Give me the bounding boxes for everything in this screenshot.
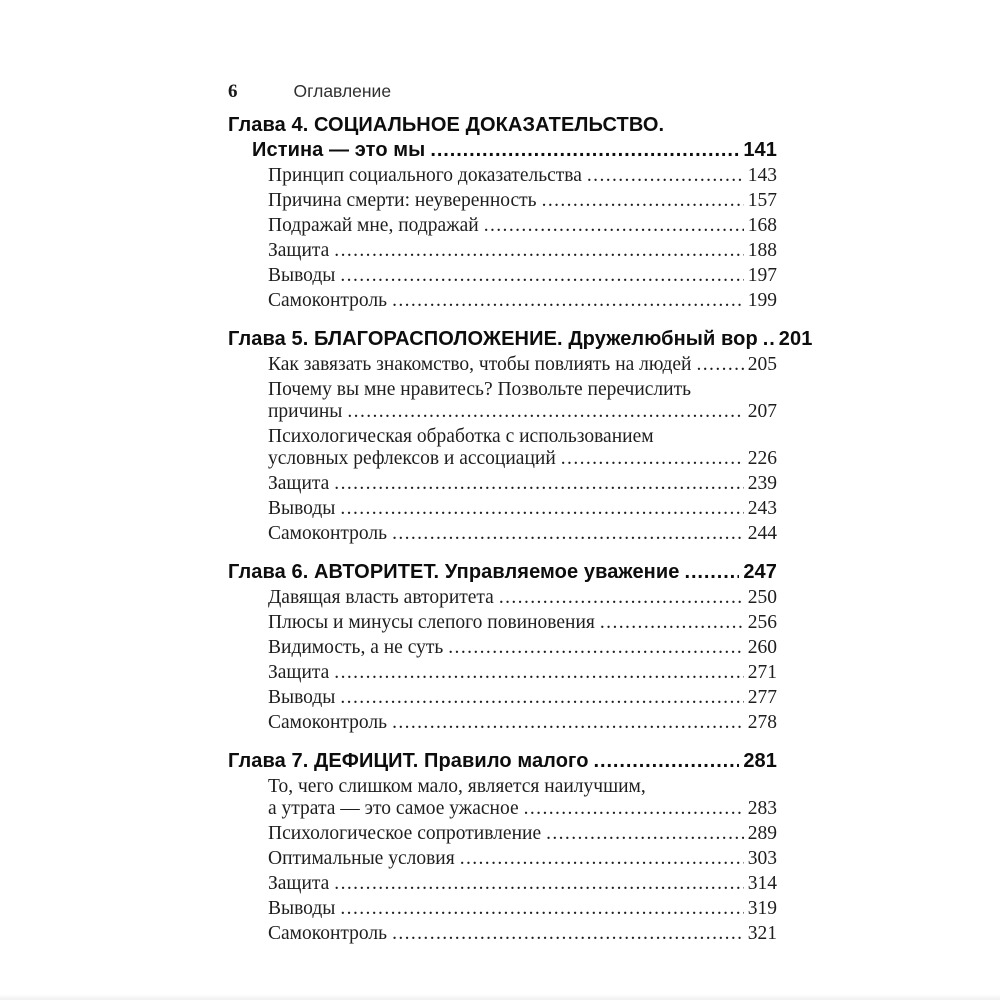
dot-leader (340, 263, 743, 288)
dot-leader (697, 352, 744, 377)
toc-entry-page-number: 168 (747, 215, 777, 236)
dot-leader (460, 846, 744, 871)
dot-leader (524, 796, 744, 821)
toc-entry-title: а утрата — это самое ужасное (268, 798, 519, 819)
toc-entry-title: Глава 4. СОЦИАЛЬНОЕ ДОКАЗАТЕЛЬСТВО. (228, 114, 665, 136)
toc-entry-title: Самоконтроль (268, 523, 388, 544)
toc-item-entry-line[interactable] (228, 263, 777, 288)
toc-chapter-entry-line[interactable] (228, 327, 813, 352)
toc-item-entry-line[interactable] (228, 585, 777, 610)
toc-item-entry-line[interactable] (228, 471, 777, 496)
dot-leader (392, 288, 744, 313)
table-of-contents (228, 113, 813, 946)
toc-entry-page-number: 199 (747, 290, 777, 311)
dot-leader (340, 685, 743, 710)
toc-entry-page-number: 141 (743, 139, 777, 161)
toc-entry-title: Самоконтроль (268, 712, 388, 733)
toc-entry-page-number: 244 (747, 523, 777, 544)
dot-leader (448, 635, 743, 660)
dot-leader (561, 446, 744, 471)
dot-leader (499, 585, 744, 610)
toc-entry-page-number: 319 (747, 898, 777, 919)
toc-entry-page-number: 143 (747, 165, 777, 186)
toc-entry-page-number: 243 (747, 498, 777, 519)
dot-leader (334, 471, 743, 496)
toc-chapter-entry-line[interactable] (228, 749, 777, 774)
toc-entry-title: Как завязать знакомство, чтобы повлиять на людей (268, 354, 692, 375)
toc-section (228, 749, 777, 946)
toc-entry-title: Принцип социального доказательства (268, 165, 582, 186)
toc-entry-title: Почему вы мне нравитесь? Позвольте перечислить (268, 379, 691, 400)
dot-leader (600, 610, 744, 635)
toc-item-entry-line[interactable] (228, 399, 777, 424)
toc-entry-page-number: 283 (747, 798, 777, 819)
toc-item-entry-line[interactable] (228, 871, 777, 896)
toc-entry-title: Психологическое сопротивление (268, 823, 542, 844)
toc-entry-page-number: 157 (747, 190, 777, 211)
toc-item-entry-line[interactable] (228, 710, 777, 735)
dot-leader (334, 238, 743, 263)
toc-item-entry-line[interactable] (228, 846, 777, 871)
toc-item-entry-line[interactable] (228, 213, 777, 238)
toc-entry-title: Защита (268, 873, 330, 894)
dot-leader (334, 871, 743, 896)
toc-entry-page-number: 281 (743, 750, 777, 772)
toc-item-entry-line[interactable] (228, 446, 777, 471)
toc-entry-title: Причина смерти: неуверенность (268, 190, 537, 211)
toc-entry-title: причины (268, 401, 343, 422)
toc-entry-title: Выводы (268, 898, 336, 919)
dot-leader (392, 921, 744, 946)
toc-entry-page-number: 321 (747, 923, 777, 944)
dot-leader (763, 327, 775, 352)
toc-item-entry-line[interactable] (228, 921, 777, 946)
toc-chapter-entry-line[interactable] (228, 113, 777, 138)
toc-entry-title: То, чего слишком мало, является наилучшим, (268, 776, 646, 797)
toc-chapter-entry-line[interactable] (228, 560, 777, 585)
toc-item-entry-line[interactable] (228, 610, 777, 635)
toc-item-entry-line[interactable] (228, 188, 777, 213)
toc-entry-page-number: 207 (747, 401, 777, 422)
toc-chapter-entry-line[interactable] (228, 138, 777, 163)
page-number: 6 (228, 81, 238, 102)
toc-entry-page-number: 188 (747, 240, 777, 261)
toc-entry-title: Глава 5. БЛАГОРАСПОЛОЖЕНИЕ. Дружелюбный вор (228, 328, 758, 350)
toc-entry-title: Подражай мне, подражай (268, 215, 479, 236)
toc-item-entry-line[interactable] (228, 496, 777, 521)
dot-leader (347, 399, 743, 424)
toc-section (228, 113, 777, 313)
toc-entry-title: Выводы (268, 498, 336, 519)
toc-item-entry-line[interactable] (228, 635, 777, 660)
toc-entry-title: Выводы (268, 265, 336, 286)
toc-entry-page-number: 250 (747, 587, 777, 608)
toc-entry-page-number: 277 (747, 687, 777, 708)
toc-entry-page-number: 289 (747, 823, 777, 844)
toc-item-entry-line[interactable] (228, 821, 777, 846)
dot-leader (546, 821, 744, 846)
dot-leader (340, 896, 743, 921)
dot-leader (340, 496, 743, 521)
dot-leader (484, 213, 744, 238)
page-content (228, 80, 813, 946)
toc-entry-title: Самоконтроль (268, 923, 388, 944)
toc-item-entry-line[interactable] (228, 521, 777, 546)
toc-entry-title: Защита (268, 473, 330, 494)
toc-entry-title: Видимость, а не суть (268, 637, 444, 658)
toc-entry-title: Оптимальные условия (268, 848, 455, 869)
toc-entry-title: Защита (268, 662, 330, 683)
dot-leader (594, 749, 740, 774)
toc-entry-page-number: 226 (747, 448, 777, 469)
toc-entry-title: Глава 7. ДЕФИЦИТ. Правило малого (228, 750, 589, 772)
toc-section (228, 560, 777, 735)
toc-entry-page-number: 239 (747, 473, 777, 494)
toc-entry-title: Давящая власть авторитета (268, 587, 494, 608)
dot-leader (392, 521, 744, 546)
toc-entry-page-number: 256 (747, 612, 777, 633)
toc-entry-page-number: 260 (747, 637, 777, 658)
toc-item-entry-line[interactable] (228, 660, 777, 685)
toc-item-entry-line[interactable] (228, 352, 777, 377)
toc-item-entry-line[interactable] (228, 163, 777, 188)
toc-entry-title: Глава 6. АВТОРИТЕТ. Управляемое уважение (228, 561, 680, 583)
dot-leader (587, 163, 744, 188)
toc-entry-page-number: 303 (747, 848, 777, 869)
running-header-title: Оглавление (293, 81, 392, 101)
dot-leader (334, 660, 743, 685)
toc-item-entry-line[interactable] (228, 238, 777, 263)
toc-item-entry-line[interactable] (228, 796, 777, 821)
toc-entry-title: Истина — это мы (252, 139, 426, 161)
dot-leader (542, 188, 744, 213)
dot-leader (392, 710, 744, 735)
toc-item-entry-line[interactable] (228, 896, 777, 921)
toc-entry-page-number: 205 (747, 354, 777, 375)
toc-entry-page-number: 201 (778, 328, 813, 350)
toc-entry-page-number: 247 (743, 561, 777, 583)
toc-entry-title: Защита (268, 240, 330, 261)
toc-entry-title: Психологическая обработка с использованием (268, 426, 654, 447)
toc-section (228, 327, 813, 546)
toc-item-entry-line[interactable] (228, 288, 777, 313)
toc-entry-title: Самоконтроль (268, 290, 388, 311)
toc-entry-page-number: 271 (747, 662, 777, 683)
toc-entry-title: Выводы (268, 687, 336, 708)
toc-entry-title: Плюсы и минусы слепого повиновения (268, 612, 595, 633)
toc-entry-title: условных рефлексов и ассоциаций (268, 448, 556, 469)
running-header (228, 80, 777, 103)
toc-entry-page-number: 314 (747, 873, 777, 894)
toc-entry-page-number: 197 (747, 265, 777, 286)
toc-entry-page-number: 278 (747, 712, 777, 733)
dot-leader (684, 560, 739, 585)
toc-item-entry-line[interactable] (228, 685, 777, 710)
dot-leader (430, 138, 739, 163)
